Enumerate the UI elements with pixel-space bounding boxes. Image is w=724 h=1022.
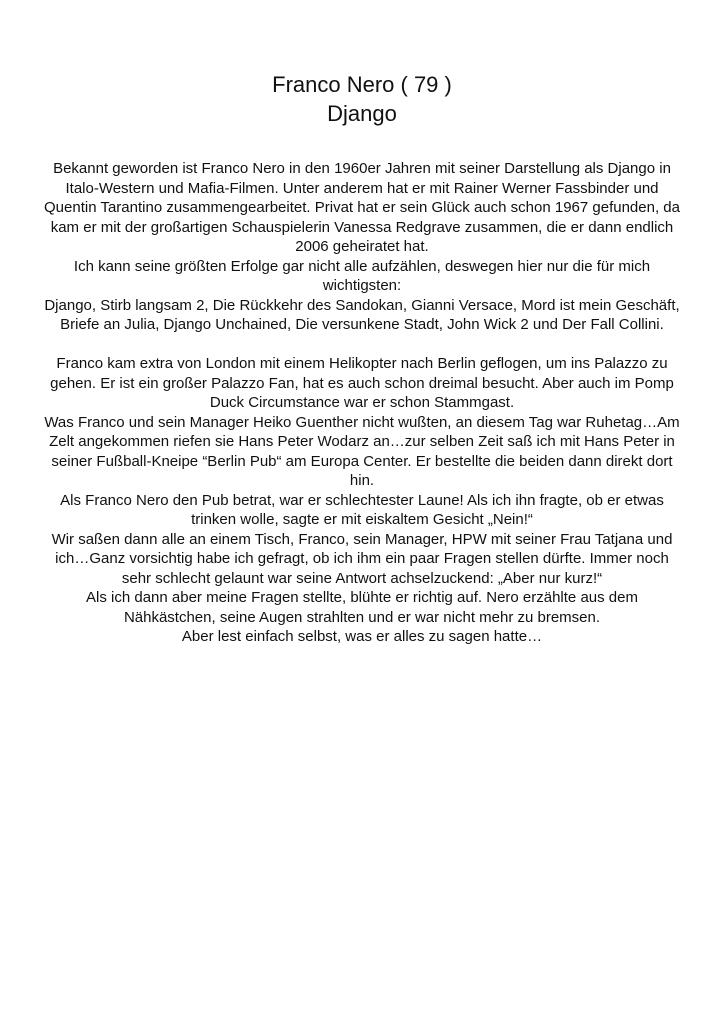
page-title: Franco Nero ( 79 ) — [272, 72, 452, 97]
paragraph-arrival: Franco kam extra von London mit einem Helikopter nach Berlin geflogen, um ins Palazzo zu gehen. Er ist ein großer Palazzo Fan, hat es auch schon dreimal besucht. Aber auch im Pomp Duck Circumstance war er schon Stammgast. — [50, 355, 674, 411]
paragraph-questions: Als ich dann aber meine Fragen stellte, blühte er richtig auf. Nero erzählte aus dem Nähkästchen, seine Augen strahlten und er war nicht mehr zu bremsen. — [86, 589, 638, 626]
paragraph-spacer — [40, 335, 684, 355]
paragraph-successes-intro: Ich kann seine größten Erfolge gar nicht alle aufzählen, deswegen hier nur die für mich wichtigsten: — [73, 257, 651, 294]
paragraph-filmography: Django, Stirb langsam 2, Die Rückkehr des Sandokan, Gianni Versace, Mord ist mein Geschäft, Briefe an Julia, Django Unchained, Die versunkene Stadt, John Wick 2 und Der Fall Collini. — [44, 296, 680, 333]
article-body — [40, 159, 684, 647]
paragraph-closing: Aber lest einfach selbst, was er alles zu sagen hatte… — [181, 628, 543, 645]
paragraph-intro: Bekannt geworden ist Franco Nero in den 1960er Jahren mit seiner Darstellung als Django in Italo-Western und Mafia-Filmen. Unter anderem hat er mit Rainer Werner Fassbinder und Quentin Tarantino zusammengearbeitet. Privat hat er sein Glück auch schon 1967 gefunden, da kam er mit der großartigen Schauspielerin Vanessa Redgrave zusammen, die er dann endlich 2006 geheiratet hat. — [44, 160, 680, 255]
paragraph-table: Wir saßen dann alle an einem Tisch, Franco, sein Manager, HPW mit seiner Frau Tatjana und ich…Ganz vorsichtig habe ich gefragt, ob ich ihm ein paar Fragen stellen dürfte. Immer noch sehr schlecht gelaunt war seine Antwort achselzuckend: „Aber nur kurz!“ — [51, 530, 673, 587]
paragraph-ruhetag: Was Franco und sein Manager Heiko Guenther nicht wußten, an diesem Tag war Ruhetag…Am Zelt angekommen riefen sie Hans Peter Wodarz an…zur selben Zeit saß ich mit Hans Peter in seiner Fußball-Kneipe “Berlin Pub“ am Europa Center. Er bestellte die beiden dann direkt dort hin. — [44, 413, 680, 489]
page-subtitle: Django — [327, 101, 397, 126]
title-block — [0, 70, 724, 128]
paragraph-bad-mood: Als Franco Nero den Pub betrat, war er schlechtester Laune! Als ich ihn fragte, ob er etwas trinken wolle, sagte er mit eiskaltem Gesicht „Nein!“ — [60, 491, 664, 528]
